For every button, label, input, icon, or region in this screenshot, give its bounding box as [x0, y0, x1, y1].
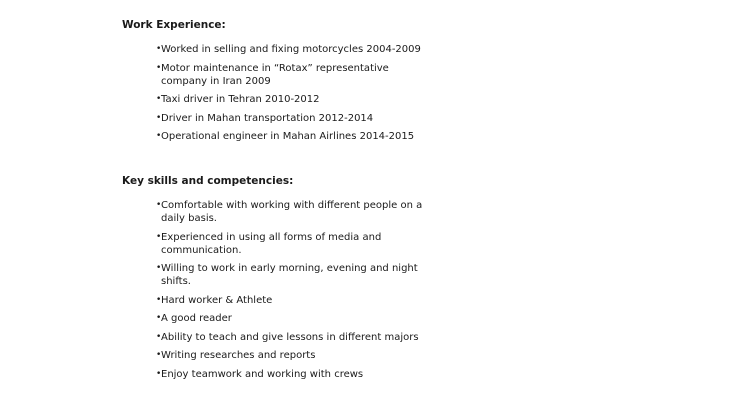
- list-item: [156, 130, 446, 143]
- list-item: [156, 349, 446, 362]
- list-item: [156, 231, 446, 257]
- skill-item: A good reader: [161, 313, 232, 324]
- bullet-icon: •: [156, 294, 162, 305]
- bullet-icon: •: [156, 263, 162, 273]
- work-experience-item: Operational engineer in Mahan Airlines 2014-2015: [161, 131, 415, 142]
- work-experience-list: [156, 43, 446, 149]
- key-skills-heading: Key skills and competencies:: [122, 175, 294, 187]
- work-experience-item: Driver in Mahan transportation 2012-2014: [161, 112, 374, 124]
- list-item: [156, 62, 446, 88]
- list-item: [156, 262, 446, 288]
- key-skills-list: [156, 199, 446, 386]
- bullet-icon: •: [156, 131, 162, 141]
- bullet-icon: •: [156, 44, 162, 54]
- bullet-icon: •: [156, 62, 162, 73]
- skill-item: Hard worker & Athlete: [161, 294, 273, 306]
- skill-item: Experienced in using all forms of media and communication.: [161, 231, 382, 256]
- list-item: [156, 368, 446, 381]
- bullet-icon: •: [156, 331, 162, 342]
- work-experience-item: Worked in selling and fixing motorcycles 2004-2009: [161, 44, 421, 55]
- skill-item: Enjoy teamwork and working with crews: [161, 368, 364, 380]
- skill-item: Comfortable with working with different people on a daily basis.: [161, 200, 423, 224]
- bullet-icon: •: [156, 112, 162, 123]
- work-experience-item: Motor maintenance in “Rotax” representative company in Iran 2009: [161, 62, 389, 87]
- bullet-icon: •: [156, 200, 162, 210]
- list-item: [156, 294, 446, 307]
- skill-item: Willing to work in early morning, evening and night shifts.: [161, 263, 418, 287]
- bullet-icon: •: [156, 313, 162, 323]
- list-item: [156, 312, 446, 325]
- bullet-icon: •: [156, 368, 162, 379]
- work-experience-heading: Work Experience:: [122, 19, 226, 31]
- list-item: [156, 112, 446, 125]
- list-item: [156, 43, 446, 56]
- bullet-icon: •: [156, 231, 162, 242]
- bullet-icon: •: [156, 94, 162, 104]
- list-item: [156, 199, 446, 225]
- list-item: [156, 331, 446, 344]
- list-item: [156, 93, 446, 106]
- work-experience-item: Taxi driver in Tehran 2010-2012: [161, 94, 320, 105]
- skill-item: Ability to teach and give lessons in different majors: [161, 331, 419, 343]
- bullet-icon: •: [156, 350, 162, 360]
- skill-item: Writing researches and reports: [161, 350, 316, 361]
